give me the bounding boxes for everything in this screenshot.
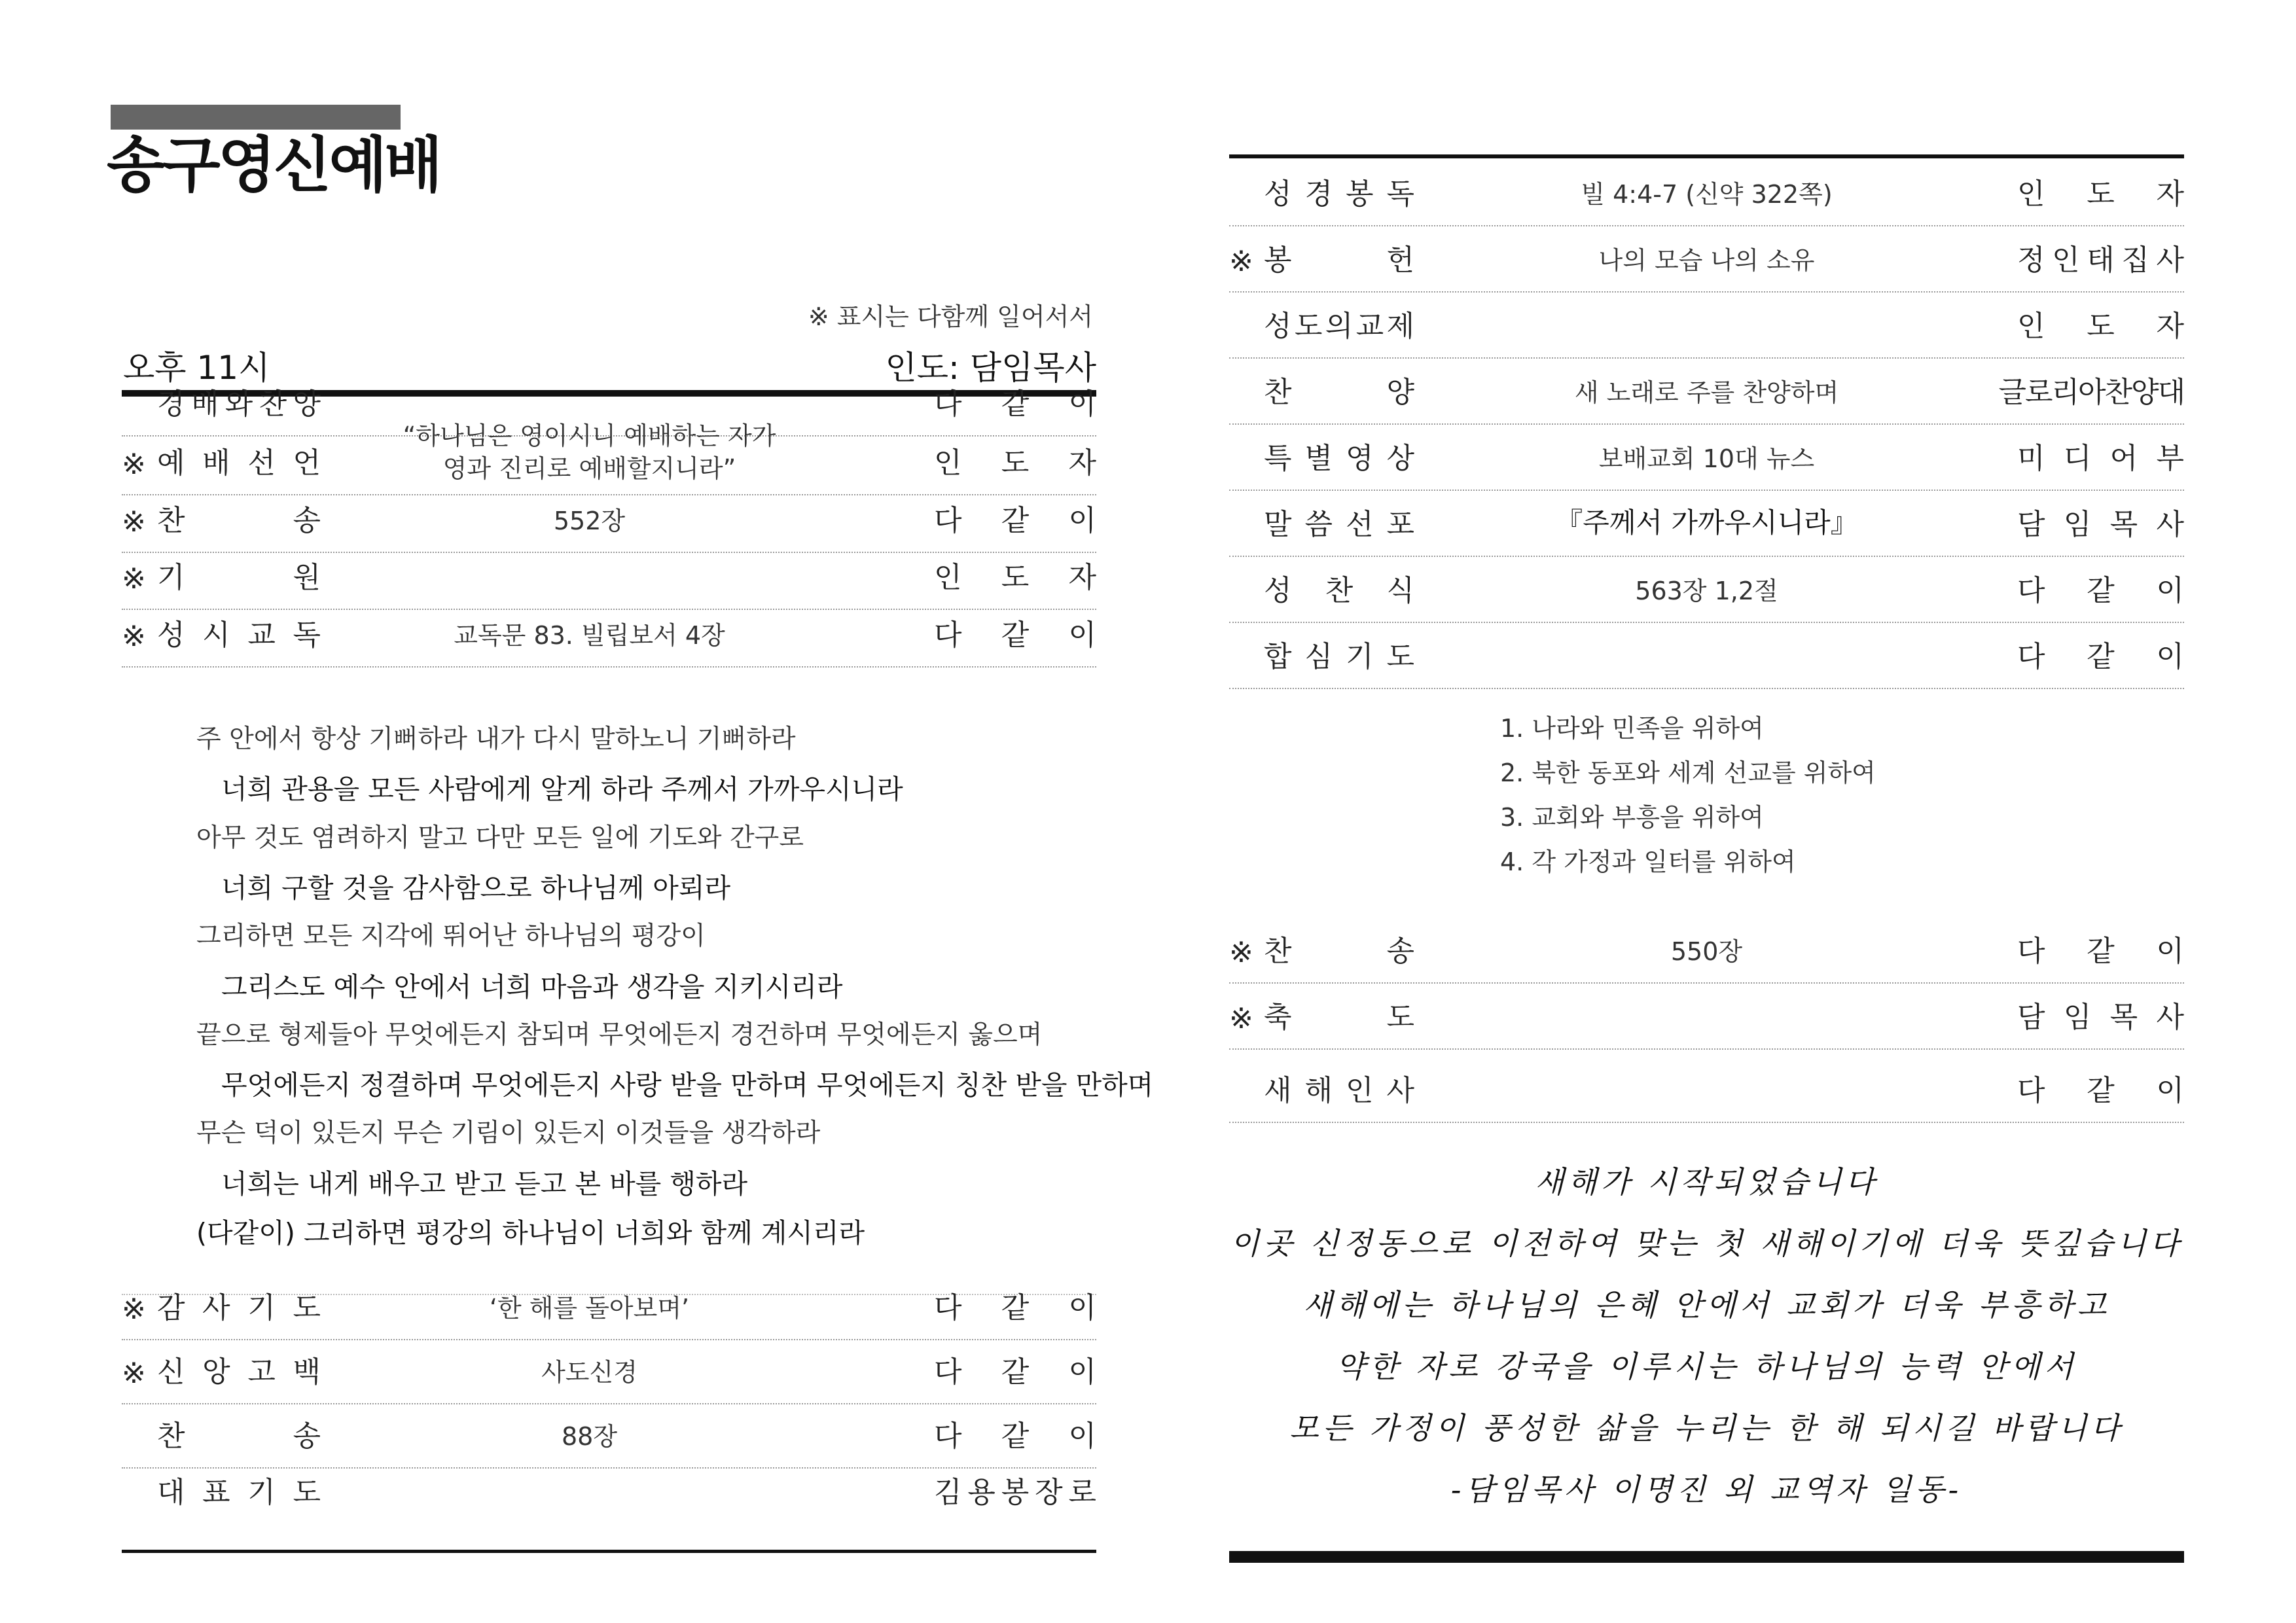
standing-mark: ※ [122,562,146,596]
order-row [1229,921,2184,984]
order-label: 특 별 영 상 [1264,442,1414,475]
order-row [1229,1060,2184,1123]
prayer-topic: 3. 교회와 부흥을 위하여 [1500,803,1764,832]
order-detail: 나의 모습 나의 소유 [1598,245,1815,275]
page-title: 송구영신예배 [107,130,440,200]
order-row [1229,428,2184,491]
order-label: 봉 헌 [1264,243,1414,277]
order-label: 감 사 기 도 [157,1291,321,1325]
order-detail: ‘한 해를 돌아보며’ [489,1293,690,1323]
order-label: 신 앙 고 백 [157,1355,321,1389]
order-row [122,1277,1096,1340]
verse-line: 주 안에서 항상 기뻐하라 내가 다시 말하노니 기뻐하라 [196,724,796,754]
order-performer: 담 임 목 사 [2017,508,2184,541]
order-label: 예 배 선 언 [157,446,321,480]
standing-mark: ※ [122,448,146,481]
order-label: 축 도 [1264,1001,1414,1034]
order-row [1229,560,2184,623]
service-leader: 인도: 담임목사 [885,349,1096,387]
order-detail: 새 노래로 주를 찬양하며 [1574,378,1839,407]
verse-line: 너희는 내게 배우고 받고 듣고 본 바를 행하라 [221,1168,748,1200]
order-row [122,605,1096,668]
standing-note: ※ 표시는 다함께 일어서서 [808,302,1093,331]
message-line: 약한 자로 강국을 이루시는 하나님의 능력 안에서 [1336,1349,2077,1384]
message-line: 새해에는 하나님의 은혜 안에서 교회가 더욱 부흥하고 [1302,1287,2111,1323]
order-row [1229,296,2184,359]
order-row [1229,494,2184,557]
order-label: 찬 양 [1264,376,1414,409]
order-performer: 다 같 이 [934,618,1096,652]
order-label: 경 배 와 찬 양 [157,387,321,421]
order-detail: 563장 1,2절 [1635,576,1778,605]
standing-mark: ※ [122,505,146,539]
order-label: 찬 송 [157,504,321,537]
order-label: 새 해 인 사 [1264,1074,1414,1107]
verse-line: 너희 구할 것을 감사함으로 하나님께 아뢰라 [221,872,731,904]
order-performer: 다 같 이 [2017,574,2184,607]
prayer-topic: 1. 나라와 민족을 위하여 [1500,714,1764,743]
order-performer: 다 같 이 [2017,640,2184,673]
verse-line: 그리스도 예수 안에서 너희 마음과 생각을 지키시리라 [221,971,843,1003]
order-label: 성 도 의 교 제 [1264,310,1414,343]
standing-mark: ※ [1229,936,1253,969]
verse-line: 아무 것도 염려하지 말고 다만 모든 일에 기도와 간구로 [196,823,804,853]
verse-line: 끝으로 형제들아 무엇에든지 참되며 무엇에든지 경건하며 무엇에든지 옳으며 [196,1020,1043,1050]
order-row [122,1342,1096,1404]
order-performer: 다 같 이 [2017,935,2184,968]
right-header-rule [1229,154,2184,158]
verse-line: 너희 관용을 모든 사람에게 알게 하라 주께서 가까우시니라 [221,774,903,806]
order-performer: 김 용 봉 장 로 [934,1476,1096,1509]
order-row [1229,987,2184,1050]
order-performer: 다 같 이 [934,1419,1096,1453]
order-performer: 미 디 어 부 [2017,442,2184,475]
order-detail: 552장 [553,506,626,535]
order-row [1229,164,2184,226]
order-performer: 인 도 자 [2017,310,2184,343]
prayer-topic: 4. 각 가정과 일터를 위하여 [1500,847,1796,876]
standing-mark: ※ [122,1293,146,1326]
right-footer-rule [1229,1551,2184,1563]
message-line: 이곳 신정동으로 이전하여 맞는 첫 새해이기에 더욱 뜻깊습니다 [1230,1226,2183,1261]
message-line: 모든 가정이 풍성한 삶을 누리는 한 해 되시길 바랍니다 [1289,1410,2124,1446]
order-performer: 정 인 태 집 사 [2017,243,2184,277]
standing-mark: ※ [1229,245,1253,278]
order-row [1229,626,2184,689]
prayer-topic: 2. 북한 동포와 세계 선교를 위하여 [1500,758,1876,787]
order-performer: 인 도 자 [934,561,1096,594]
order-label: 성 시 교 독 [157,618,321,652]
order-label: 성 경 봉 독 [1264,177,1414,211]
order-detail: 보배교회 10대 뉴스 [1598,444,1815,473]
order-label: 말 씀 선 포 [1264,508,1414,541]
order-row [122,547,1096,610]
declaration-line-1: “하나님은 영이시니 예배하는 자가 [403,421,776,451]
order-row [122,490,1096,553]
verse-line: (다같이) 그리하면 평강의 하나님이 너희와 함께 계시리라 [196,1217,865,1249]
order-performer: 다 같 이 [2017,1074,2184,1107]
order-performer: 다 같 이 [934,387,1096,421]
order-detail: 550장 [1670,936,1743,966]
order-row [122,1406,1096,1469]
order-row-declaration [122,421,1096,495]
order-label: 대 표 기 도 [157,1476,321,1509]
order-performer: 인 도 자 [934,446,1096,480]
standing-mark: ※ [122,1357,146,1390]
order-performer: 다 같 이 [934,1291,1096,1325]
declaration-line-2: 영과 진리로 예배할지니라” [442,454,736,483]
order-detail: 빌 4:4-7 (신약 322쪽) [1581,179,1833,209]
verse-line: 무슨 덕이 있든지 무슨 기림이 있든지 이것들을 생각하라 [196,1118,821,1149]
order-label: 찬 송 [1264,935,1414,968]
order-row [1229,230,2184,293]
verse-line: 그리하면 모든 지각에 뛰어난 하나님의 평강이 [196,921,706,952]
declaration-text [298,420,880,485]
order-label: 합 심 기 도 [1264,640,1414,673]
order-performer: 글로리아찬양대 [1998,376,2184,409]
standing-mark: ※ [122,620,146,653]
order-row [122,1462,1096,1524]
order-row [1229,362,2184,425]
order-detail: 교독문 83. 빌립보서 4장 [454,620,725,650]
message-signature: -담임목사 이명진 외 교역자 일동- [1450,1472,1963,1507]
order-performer: 인 도 자 [2017,177,2184,211]
order-label: 성 찬 식 [1264,574,1414,607]
order-detail: 사도신경 [541,1357,637,1387]
order-detail: 88장 [561,1421,618,1451]
order-label: 찬 송 [157,1419,321,1453]
title-accent-bar [111,105,401,130]
order-performer: 다 같 이 [934,1355,1096,1389]
standing-mark: ※ [1229,1002,1253,1035]
footer-rule [122,1550,1096,1553]
verse-line: 무엇에든지 정결하며 무엇에든지 사랑 받을 만하며 무엇에든지 칭찬 받을 만하며 [221,1069,1154,1101]
order-detail: 『주께서 가까우시니라』 [1555,507,1858,539]
order-performer: 담 임 목 사 [2017,1001,2184,1034]
message-line: 새해가 시작되었습니다 [1535,1164,1878,1200]
service-time: 오후 11시 [123,349,270,387]
order-label: 기 원 [157,561,321,594]
order-performer: 다 같 이 [934,504,1096,537]
